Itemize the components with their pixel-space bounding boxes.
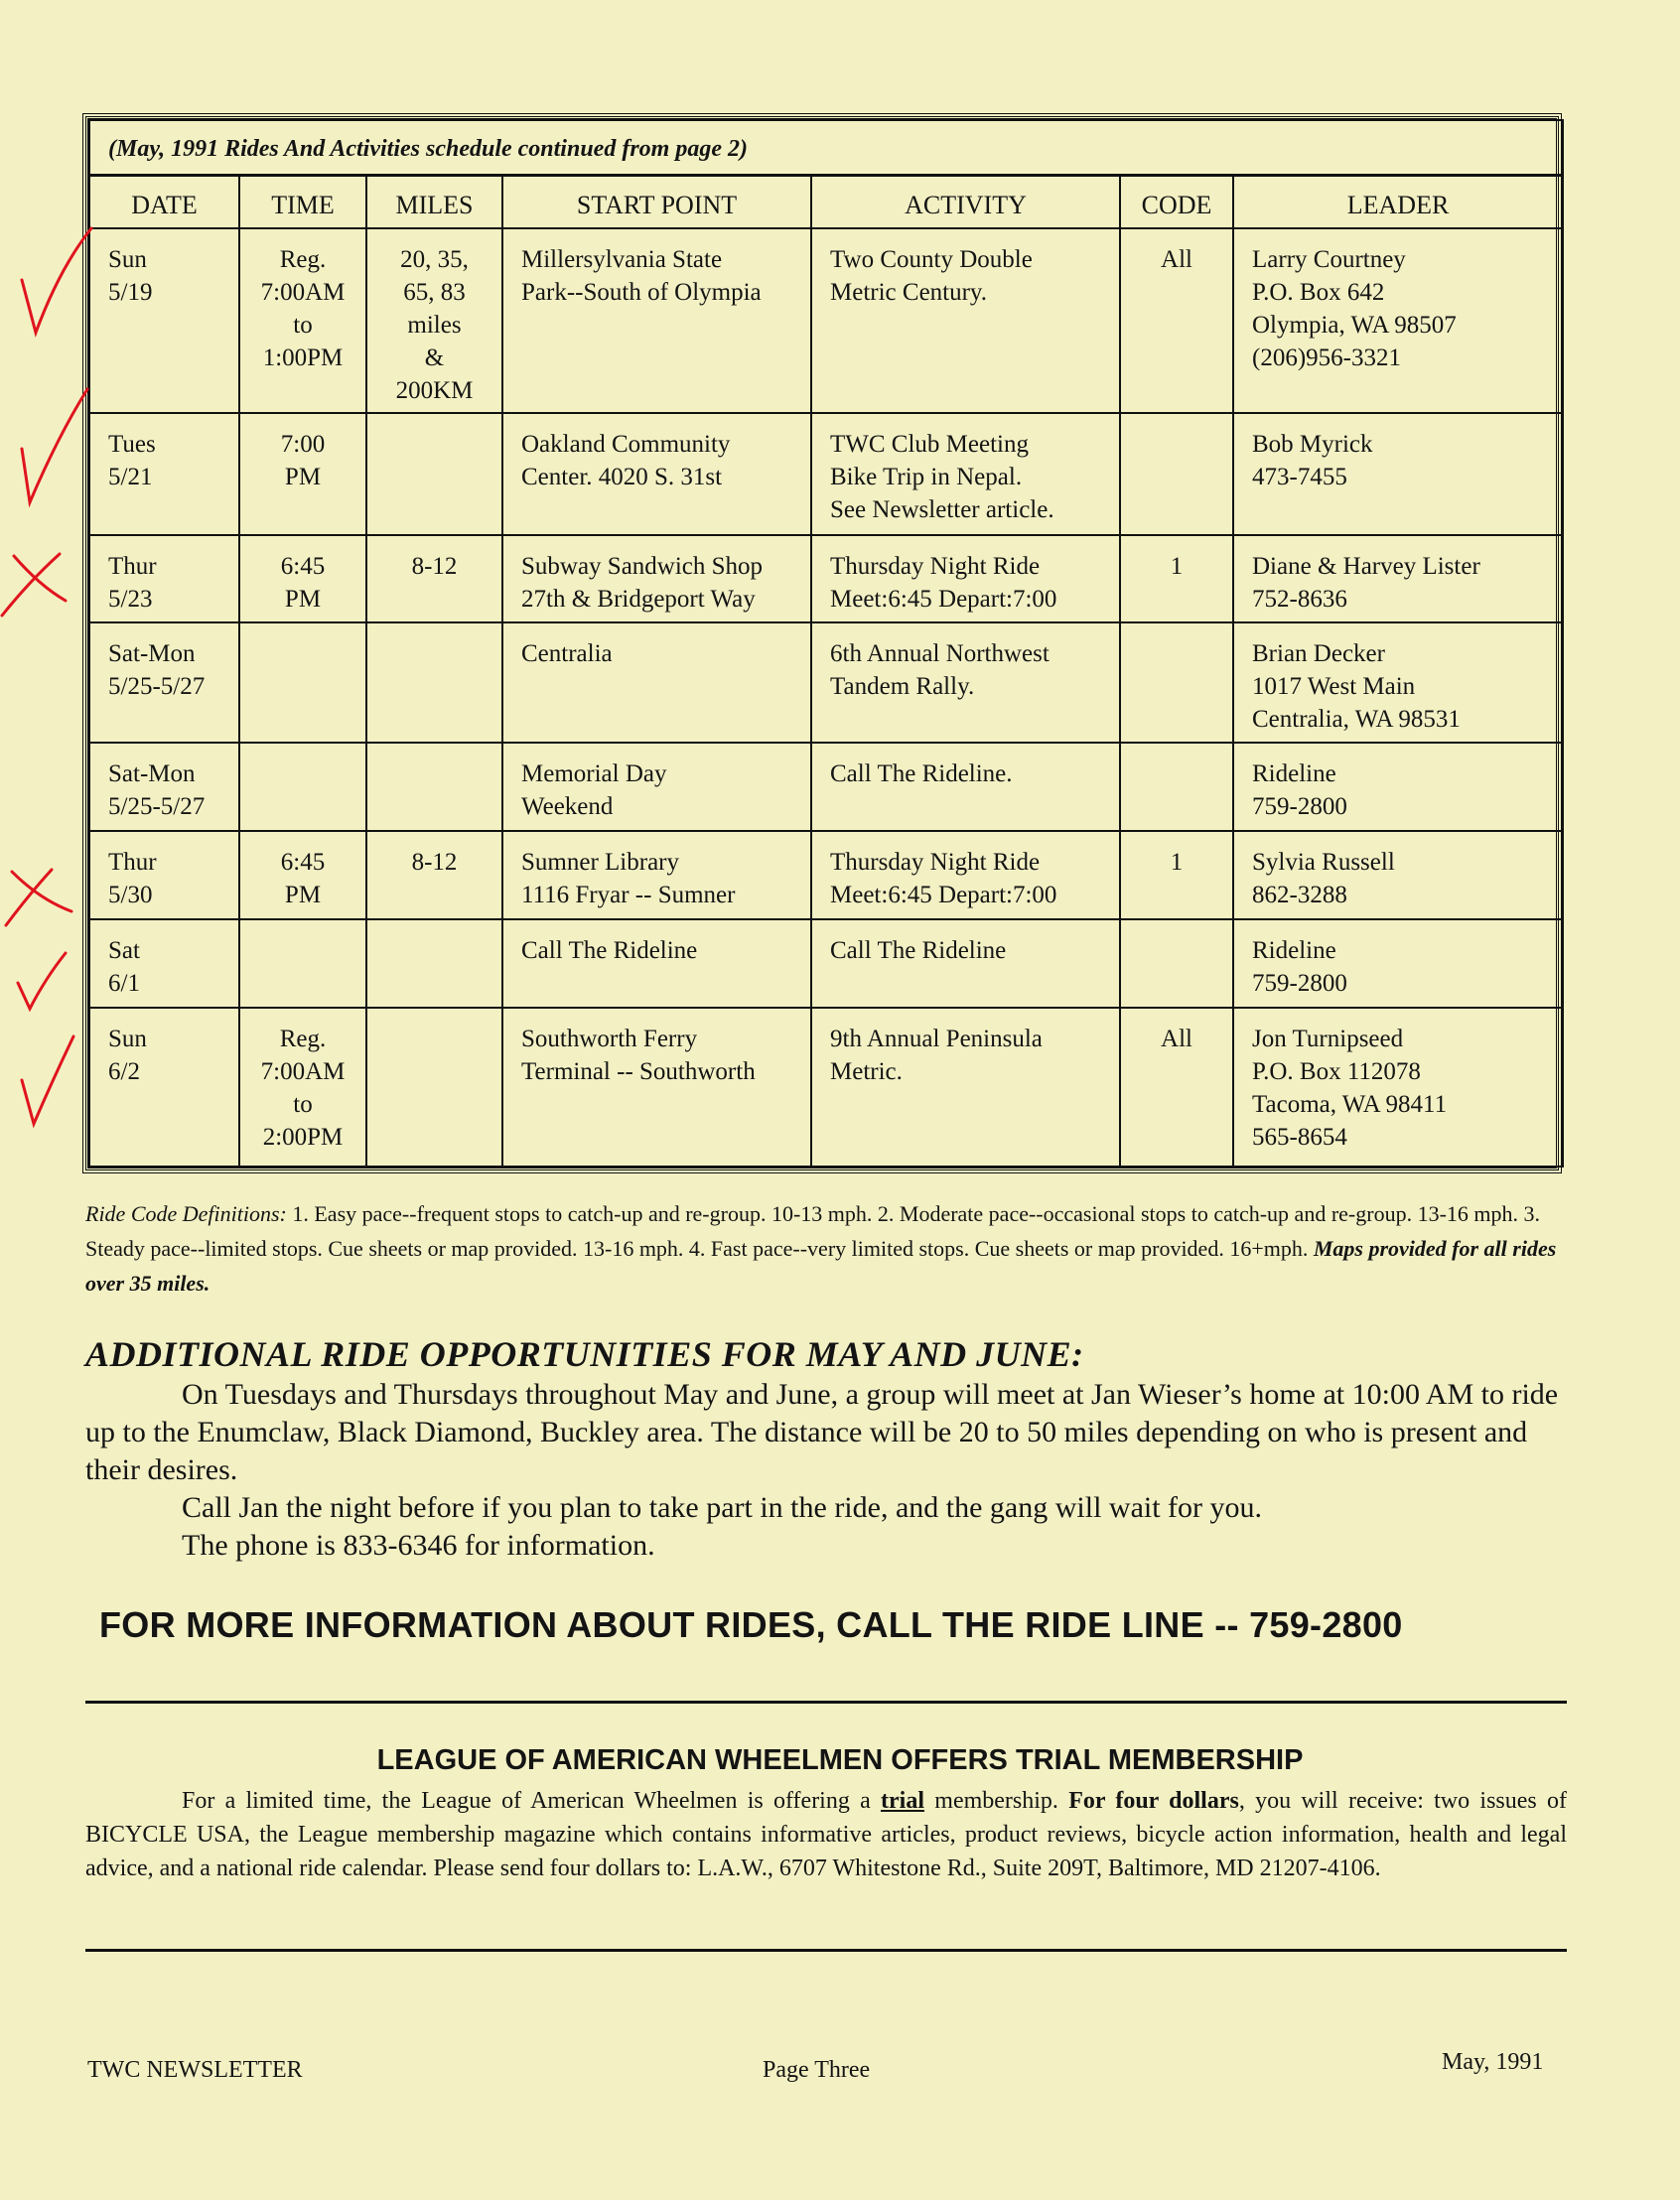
cell-line: 7:00 bbox=[280, 431, 326, 458]
cell-line: PM bbox=[284, 586, 322, 613]
cell-line: 5/23 bbox=[108, 586, 153, 613]
cell-line: 1 bbox=[1170, 849, 1184, 876]
cell-line: Terminal -- Southworth bbox=[521, 1058, 756, 1085]
cell-line: 7:00AM bbox=[260, 1058, 346, 1085]
paragraph: Call Jan the night before if you plan to take part in the ride, and the gang will wait for you. bbox=[182, 1491, 1263, 1524]
cell-line: Center. 4020 S. 31st bbox=[521, 464, 723, 490]
cell-line: 8-12 bbox=[411, 849, 458, 876]
cell-line: Call The Rideline. bbox=[830, 760, 1013, 787]
cell-line: Meet:6:45 Depart:7:00 bbox=[830, 882, 1057, 908]
law-text: membership. bbox=[924, 1788, 1069, 1814]
cell-line: 6:45 bbox=[280, 849, 326, 876]
cell-line: Rideline bbox=[1252, 760, 1336, 787]
column-header: TIME bbox=[239, 176, 366, 229]
cell-line: Call The Rideline bbox=[830, 937, 1007, 964]
cell-line: 1 bbox=[1170, 553, 1184, 580]
cell-line: Olympia, WA 98507 bbox=[1252, 312, 1457, 339]
cell-line: 1116 Fryar -- Sumner bbox=[521, 882, 736, 908]
cell-line: Tacoma, WA 98411 bbox=[1252, 1091, 1448, 1118]
cell-line: Reg. bbox=[279, 1026, 327, 1052]
cell-line: 7:00AM bbox=[260, 279, 346, 306]
ride-line-banner: FOR MORE INFORMATION ABOUT RIDES, CALL THE RIDE LINE -- 759-2800 bbox=[99, 1604, 1403, 1645]
cell-line: Sat-Mon bbox=[108, 640, 196, 667]
footer-date: May, 1991 bbox=[1442, 2049, 1544, 2075]
cell-line: to bbox=[293, 1091, 313, 1118]
cell-line: All bbox=[1161, 1026, 1192, 1052]
cell-line: PM bbox=[284, 882, 322, 908]
cell-line: Millersylvania State bbox=[521, 246, 723, 273]
column-header: MILES bbox=[366, 176, 502, 229]
cell-line: 759-2800 bbox=[1252, 793, 1347, 820]
cell-line: Sat-Mon bbox=[108, 760, 196, 787]
cell-line: Thursday Night Ride bbox=[830, 849, 1041, 876]
cell-line: 5/25-5/27 bbox=[108, 793, 206, 820]
red-check-mark-icon bbox=[22, 1036, 73, 1124]
definitions-label: Ride Code Definitions: bbox=[85, 1201, 287, 1226]
cell-line: 8-12 bbox=[411, 553, 458, 580]
cell-line: Reg. bbox=[279, 246, 327, 273]
cell-line: Metric Century. bbox=[830, 279, 988, 306]
footer-newsletter: TWC NEWSLETTER bbox=[87, 2057, 303, 2083]
cell-line: Park--South of Olympia bbox=[521, 279, 762, 306]
column-header: ACTIVITY bbox=[811, 176, 1120, 229]
cell-line: & bbox=[424, 344, 445, 371]
cell-line: Sylvia Russell bbox=[1252, 849, 1395, 876]
cell-line: Thur bbox=[108, 553, 157, 580]
column-header: LEADER bbox=[1233, 176, 1563, 229]
cell-line: Weekend bbox=[521, 793, 614, 820]
paragraph: On Tuesdays and Thursdays throughout May and June, a group will meet at Jan Wieser’s home at 10:00 AM to ride up to the Enumclaw, Black Diamond, Buckley area. The distance will be 20 to 50 miles depending on who is present and their desires. bbox=[85, 1378, 1559, 1486]
cell-line: Sun bbox=[108, 246, 147, 273]
cell-line: Metric. bbox=[830, 1058, 903, 1085]
cell-line: Rideline bbox=[1252, 937, 1336, 964]
red-check-mark-icon bbox=[22, 389, 87, 502]
cell-line: 759-2800 bbox=[1252, 970, 1347, 997]
cell-line: Sun bbox=[108, 1026, 147, 1052]
cell-line: Call The Rideline bbox=[521, 937, 698, 964]
law-text: , you will receive: two issues of BICYCLE USA, the League membership magazine which contains informative articles, product reviews, bicycle action information, health and legal advice, and a national ride calendar. Please send four dollars to: L.A.W., 6707 Whitestone Rd., Suite 209T, Baltimore, MD 21207-4106. bbox=[85, 1788, 1567, 1881]
red-check-mark-icon bbox=[22, 228, 91, 333]
cell-line: Sat bbox=[108, 937, 140, 964]
footer-page: Page Three bbox=[763, 2057, 871, 2083]
cell-line: Meet:6:45 Depart:7:00 bbox=[830, 586, 1057, 613]
cell-line: TWC Club Meeting bbox=[830, 431, 1029, 458]
cell-line: 1017 West Main bbox=[1252, 673, 1416, 700]
cell-line: Thur bbox=[108, 849, 157, 876]
cell-line: Thursday Night Ride bbox=[830, 553, 1041, 580]
cell-line: Subway Sandwich Shop bbox=[521, 553, 764, 580]
column-header: CODE bbox=[1120, 176, 1233, 229]
definitions-note: Maps provided for all rides over 35 miles. bbox=[85, 1236, 1557, 1296]
column-header: DATE bbox=[89, 176, 239, 229]
red-x-mark-icon bbox=[6, 870, 71, 925]
cell-line: PM bbox=[284, 464, 322, 490]
cell-line: See Newsletter article. bbox=[830, 496, 1054, 523]
cell-line: miles bbox=[407, 312, 462, 339]
cell-line: 5/19 bbox=[108, 279, 153, 306]
cell-line: Brian Decker bbox=[1252, 640, 1385, 667]
cell-line: (206)956-3321 bbox=[1252, 344, 1401, 371]
cell-line: Centralia, WA 98531 bbox=[1252, 706, 1461, 733]
cell-line: 200KM bbox=[395, 377, 474, 404]
cell-line: Diane & Harvey Lister bbox=[1252, 553, 1480, 580]
cell-line: 862-3288 bbox=[1252, 882, 1347, 908]
cell-line: 565-8654 bbox=[1252, 1124, 1347, 1151]
cell-line: 20, 35, bbox=[400, 246, 469, 273]
cell-line: 473-7455 bbox=[1252, 464, 1347, 490]
cell-line: 6/1 bbox=[108, 970, 140, 997]
cell-line: P.O. Box 642 bbox=[1252, 279, 1385, 306]
cell-line: 5/21 bbox=[108, 464, 153, 490]
law-text: For a limited time, the League of American Wheelmen is offering a bbox=[182, 1788, 882, 1814]
cell-line: 6th Annual Northwest bbox=[830, 640, 1050, 667]
paragraph: The phone is 833-6346 for information. bbox=[182, 1529, 655, 1562]
cell-line: Bike Trip in Nepal. bbox=[830, 464, 1023, 490]
cell-line: 6/2 bbox=[108, 1058, 140, 1085]
cell-line: P.O. Box 112078 bbox=[1252, 1058, 1421, 1085]
cell-line: Bob Myrick bbox=[1252, 431, 1373, 458]
table-caption: (May, 1991 Rides And Activities schedule continued from page 2) bbox=[89, 120, 1563, 176]
cell-line: Tandem Rally. bbox=[830, 673, 975, 700]
column-header: START POINT bbox=[502, 176, 811, 229]
cell-line: 65, 83 bbox=[403, 279, 466, 306]
cell-line: 5/25-5/27 bbox=[108, 673, 206, 700]
cell-line: Tues bbox=[108, 431, 156, 458]
law-heading: LEAGUE OF AMERICAN WHEELMEN OFFERS TRIAL MEMBERSHIP bbox=[376, 1744, 1304, 1776]
cell-line: Sumner Library bbox=[521, 849, 679, 876]
cell-line: to bbox=[293, 312, 313, 339]
red-x-mark-icon bbox=[2, 554, 66, 616]
cell-line: All bbox=[1161, 246, 1192, 273]
cell-line: 752-8636 bbox=[1252, 586, 1347, 613]
cell-line: 5/30 bbox=[108, 882, 153, 908]
cell-line: Jon Turnipseed bbox=[1252, 1026, 1404, 1052]
cell-line: 6:45 bbox=[280, 553, 326, 580]
law-trial: trial bbox=[881, 1788, 925, 1814]
law-bold: For four dollars bbox=[1068, 1788, 1239, 1814]
cell-line: 1:00PM bbox=[262, 344, 344, 371]
cell-line: 2:00PM bbox=[262, 1124, 344, 1151]
cell-line: Two County Double bbox=[830, 246, 1033, 273]
cell-line: 9th Annual Peninsula bbox=[830, 1026, 1043, 1052]
definitions-text: 1. Easy pace--frequent stops to catch-up and re-group. 10-13 mph. 2. Moderate pace--occasional stops to catch-up and re-group. 13-16 mph. 3. Steady pace--limited stops. Cue sheets or map provided. 13-16 mph. 4. Fast pace--very limited stops. Cue sheets or map provided. 16+mph. bbox=[85, 1201, 1541, 1261]
cell-line: Memorial Day bbox=[521, 760, 667, 787]
cell-line: 27th & Bridgeport Way bbox=[521, 586, 756, 613]
additional-rides-heading: ADDITIONAL RIDE OPPORTUNITIES FOR MAY AND JUNE: bbox=[85, 1334, 1084, 1374]
cell-line: Southworth Ferry bbox=[521, 1026, 698, 1052]
cell-line: Larry Courtney bbox=[1252, 246, 1406, 273]
cell-line: Centralia bbox=[521, 640, 613, 667]
red-check-mark-icon bbox=[18, 953, 66, 1009]
cell-line: Oakland Community bbox=[521, 431, 731, 458]
